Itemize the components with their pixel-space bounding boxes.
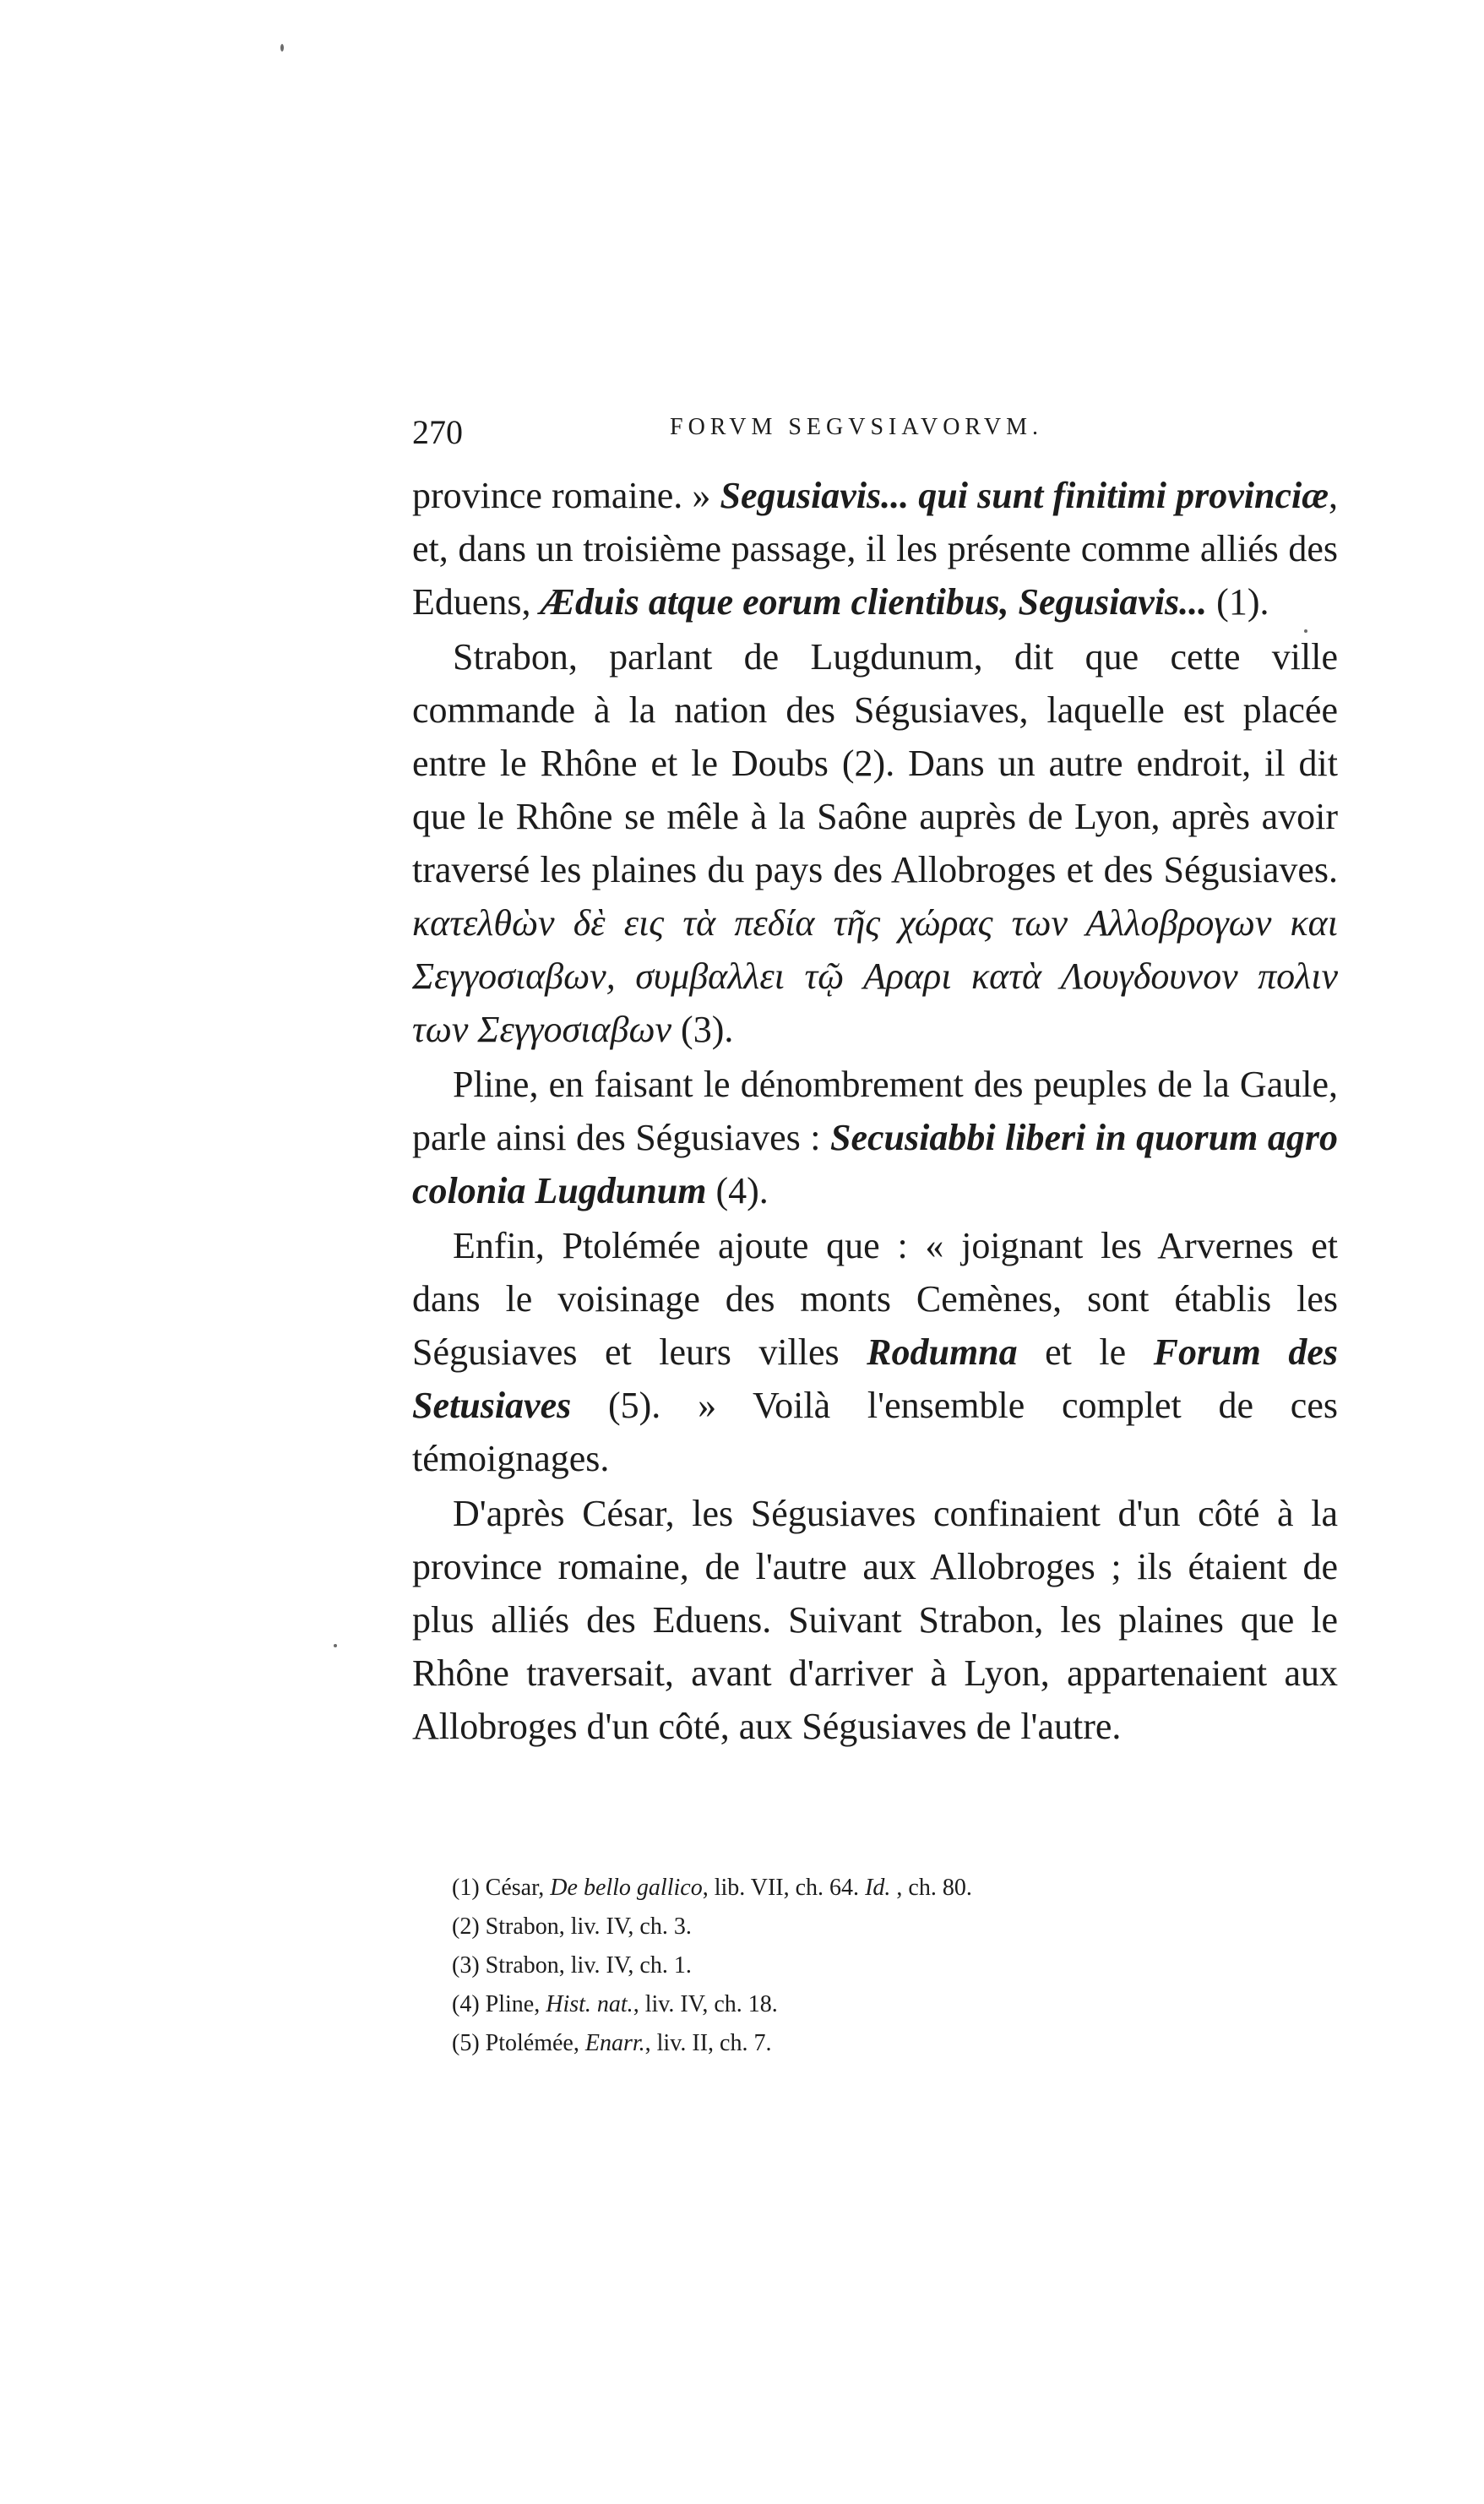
footnote	[452, 1869, 1296, 1908]
text-run: Pline, en faisant le dénombrement des peuples de la Gaule, parle ainsi des Ségusiaves :	[412, 1064, 1338, 1158]
paragraph-1	[412, 469, 1338, 629]
place-name: Rodumna	[867, 1331, 1018, 1373]
page-header	[412, 412, 1341, 455]
footnote-number: (3)	[452, 1952, 480, 1979]
footnote-ref: (1).	[1207, 581, 1269, 623]
footnote-number: (1)	[452, 1875, 480, 1901]
footnote-text: Pline,	[485, 1991, 546, 2017]
footnote	[452, 1946, 1296, 1985]
footnote-number: (4)	[452, 1991, 480, 2017]
greek-quote: κατελθὼν δὲ εις τὰ πεδία τῆς χώρας των Αλλοβρογων και Σεγγοσιαβων, συμβαλλει τῷ Αραρι κατὰ Λουγδουνον πολιν των Σεγγοσιαβων	[412, 902, 1338, 1050]
footnote-text: , liv. II, ch. 7.	[644, 2030, 772, 2056]
footnote-title: Id.	[865, 1875, 891, 1901]
text-run: et le	[1017, 1331, 1154, 1373]
running-title: FORVM SEGVSIAVORVM.	[670, 414, 1043, 440]
footnote-text: César,	[485, 1875, 551, 1901]
page-number: 270	[412, 413, 463, 451]
footnote-text: , liv. IV, ch. 18.	[633, 1991, 778, 2017]
footnote-text: Strabon, liv. IV, ch. 3.	[485, 1913, 692, 1940]
footnote-number: (5)	[452, 2030, 480, 2056]
footnote	[452, 2024, 1296, 2063]
text-run: (5). » Voilà l'ensemble complet de ces témoignages.	[412, 1385, 1338, 1479]
print-speck	[280, 44, 284, 52]
footnote-text: Ptolémée,	[485, 2030, 585, 2056]
paragraph-4	[412, 1219, 1338, 1485]
footnote	[452, 1985, 1296, 2024]
footnote-ref: (4).	[706, 1170, 769, 1211]
footnote-number: (2)	[452, 1913, 480, 1940]
footnote-title: De bello gallico	[550, 1875, 703, 1901]
footnotes	[452, 1869, 1296, 2063]
text-run: , et, dans un troisième passage, il les présente comme alliés des Eduens,	[412, 475, 1338, 623]
print-speck	[334, 1644, 337, 1647]
paragraph-3	[412, 1058, 1338, 1217]
paragraph-5	[412, 1487, 1338, 1753]
footnote-title: Hist. nat.	[546, 1991, 633, 2017]
latin-quote: Segusiavis... qui sunt finitimi provinciæ	[720, 475, 1329, 516]
text-run: D'après César, les Ségusiaves confinaient d'un côté à la province romaine, de l'autre aux Allobroges ; ils étaient de plus alliés des Eduens. Suivant Strabon, les plaines que le Rhône traversait, avant d'arriver à Lyon, appartenaient aux Allobroges d'un côté, aux Ségusiaves de l'autre.	[412, 1493, 1338, 1747]
footnote-ref: (3).	[671, 1009, 734, 1050]
body-text	[412, 469, 1338, 1755]
footnote-title: Enarr.	[584, 2030, 645, 2056]
footnote	[452, 1908, 1296, 1946]
text-run: Strabon, parlant de Lugdunum, dit que cette ville commande à la nation des Ségusiaves, laquelle est placée entre le Rhône et le Doubs (2). Dans un autre endroit, il dit que le Rhône se mêle à la Saône auprès de Lyon, après avoir traversé les plaines du pays des Allobroges et des Ségusiaves.	[412, 636, 1338, 890]
latin-quote: Æduis atque eorum clientibus, Segusiavis...	[540, 581, 1208, 623]
latin-quote: Secusiabbi liberi in quorum agro colonia Lugdunum	[412, 1117, 1338, 1211]
place-name: Forum des Setusiaves	[412, 1331, 1338, 1426]
footnote-text: , lib. VII, ch. 64.	[702, 1875, 866, 1901]
text-run: province romaine. »	[412, 475, 720, 516]
footnote-text: , ch. 80.	[890, 1875, 972, 1901]
text-run: Enfin, Ptolémée ajoute que : « joignant les Arvernes et dans le voisinage des monts Cemènes, sont établis les Ségusiaves et leurs villes	[412, 1225, 1338, 1373]
footnote-text: Strabon, liv. IV, ch. 1.	[485, 1952, 692, 1979]
paragraph-2	[412, 630, 1338, 1056]
